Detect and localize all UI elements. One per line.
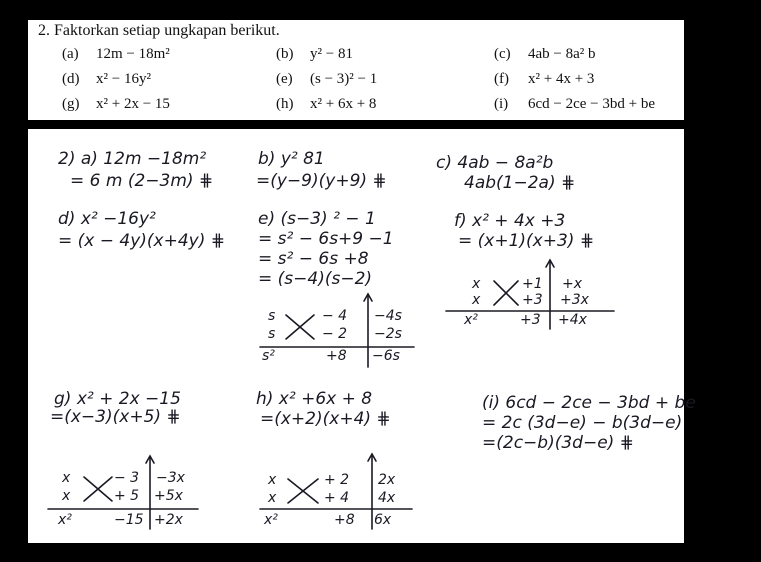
answer-g-line-1: g) x² + 2x −15 <box>54 389 181 409</box>
answer-sheet <box>28 129 696 543</box>
question-item-h: (h) x² + 6x + 8 <box>276 96 377 112</box>
cross-f-mid-2: +3 <box>522 292 543 308</box>
question-box <box>28 20 684 120</box>
cross-e-mid-1: − 4 <box>322 308 348 324</box>
answer-g-line-2: =(x−3)(x+5) ⋕ <box>50 407 181 427</box>
question-item-c: (c) 4ab − 8a² b <box>494 46 596 62</box>
answer-d-line-2: = (x − 4y)(x+4y) ⋕ <box>58 231 225 251</box>
answer-c-line-1: c) 4ab − 8a²b <box>436 153 554 173</box>
cross-h-right-3: 6x <box>374 512 392 528</box>
answer-f-line-2: = (x+1)(x+3) ⋕ <box>458 231 595 251</box>
cross-e-mid-3: +8 <box>326 348 347 364</box>
cross-e-mid-2: − 2 <box>322 326 348 342</box>
answer-h-line-2: =(x+2)(x+4) ⋕ <box>260 409 391 429</box>
answer-e-line-1: e) (s−3) ² − 1 <box>258 209 376 229</box>
cross-e-right-3: −6s <box>372 348 400 364</box>
question-item-f: (f) x² + 4x + 3 <box>494 71 595 87</box>
answer-c-line-2: 4ab(1−2a) ⋕ <box>464 173 576 193</box>
cross-h-left-2: x <box>268 490 277 506</box>
answer-e-line-2: = s² − 6s+9 −1 <box>258 229 394 249</box>
answer-f-line-1: f) x² + 4x +3 <box>454 211 566 231</box>
answer-h-line-1: h) x² +6x + 8 <box>256 389 373 409</box>
cross-h-right-1: 2x <box>378 472 396 488</box>
cross-h-mid-2: + 4 <box>324 490 350 506</box>
cross-g-left-2: x <box>62 488 71 504</box>
cross-g-left-3: x² <box>58 512 72 528</box>
cross-e-right-2: −2s <box>374 326 402 342</box>
answer-a-line-1: 2) a) 12m −18m² <box>58 149 207 169</box>
cross-h-left-1: x <box>268 472 277 488</box>
question-item-a: (a) 12m − 18m² <box>62 46 170 62</box>
question-item-i: (i) 6cd − 2ce − 3bd + be <box>494 96 656 112</box>
cross-g-mid-1: − 3 <box>114 470 140 486</box>
cross-e-left-2: s <box>268 326 276 342</box>
question-item-d: (d) x² − 16y² <box>62 71 151 87</box>
cross-g-right-3: +2x <box>154 512 183 528</box>
cross-e-right-1: −4s <box>374 308 402 324</box>
cross-g-right-1: −3x <box>156 470 185 486</box>
cross-g-mid-3: −15 <box>114 512 144 528</box>
cross-g-left-1: x <box>62 470 71 486</box>
cross-f-right-2: +3x <box>560 292 589 308</box>
answer-i-line-3: =(2c−b)(3d−e) ⋕ <box>482 433 634 453</box>
cross-f-right-3: +4x <box>558 312 587 328</box>
answer-a-line-2: = 6 m (2−3m) ⋕ <box>70 171 214 191</box>
cross-h-mid-1: + 2 <box>324 472 350 488</box>
cross-f-mid-3: +3 <box>520 312 541 328</box>
cross-g-mid-2: + 5 <box>114 488 140 504</box>
cross-g-right-2: +5x <box>154 488 183 504</box>
answer-d-line-1: d) x² −16y² <box>58 209 156 229</box>
cross-f-left-1: x <box>472 276 481 292</box>
cross-f-left-3: x² <box>464 312 478 328</box>
answer-b-line-2: =(y−9)(y+9) ⋕ <box>256 171 387 191</box>
cross-e-left-1: s <box>268 308 276 324</box>
answer-e-line-3: = s² − 6s +8 <box>258 249 369 269</box>
cross-f-right-1: +x <box>562 276 583 292</box>
cross-h-left-3: x² <box>264 512 278 528</box>
cross-h-right-2: 4x <box>378 490 396 506</box>
cross-method-lines <box>28 129 684 543</box>
cross-f-mid-1: +1 <box>522 276 543 292</box>
question-title: 2. Faktorkan setiap ungkapan berikut. <box>38 22 280 39</box>
answer-i-line-1: (i) 6cd − 2ce − 3bd + be <box>482 393 696 413</box>
cross-h-mid-3: +8 <box>334 512 355 528</box>
answer-b-line-1: b) y² 81 <box>258 149 325 169</box>
question-item-g: (g) x² + 2x − 15 <box>62 96 170 112</box>
cross-f-left-2: x <box>472 292 481 308</box>
answer-e-line-4: = (s−4)(s−2) <box>258 269 373 289</box>
answer-i-line-2: = 2c (3d−e) − b(3d−e) <box>482 413 683 433</box>
question-item-e: (e) (s − 3)² − 1 <box>276 71 378 87</box>
question-item-b: (b) y² − 81 <box>276 46 353 62</box>
cross-e-left-3: s² <box>262 348 275 364</box>
